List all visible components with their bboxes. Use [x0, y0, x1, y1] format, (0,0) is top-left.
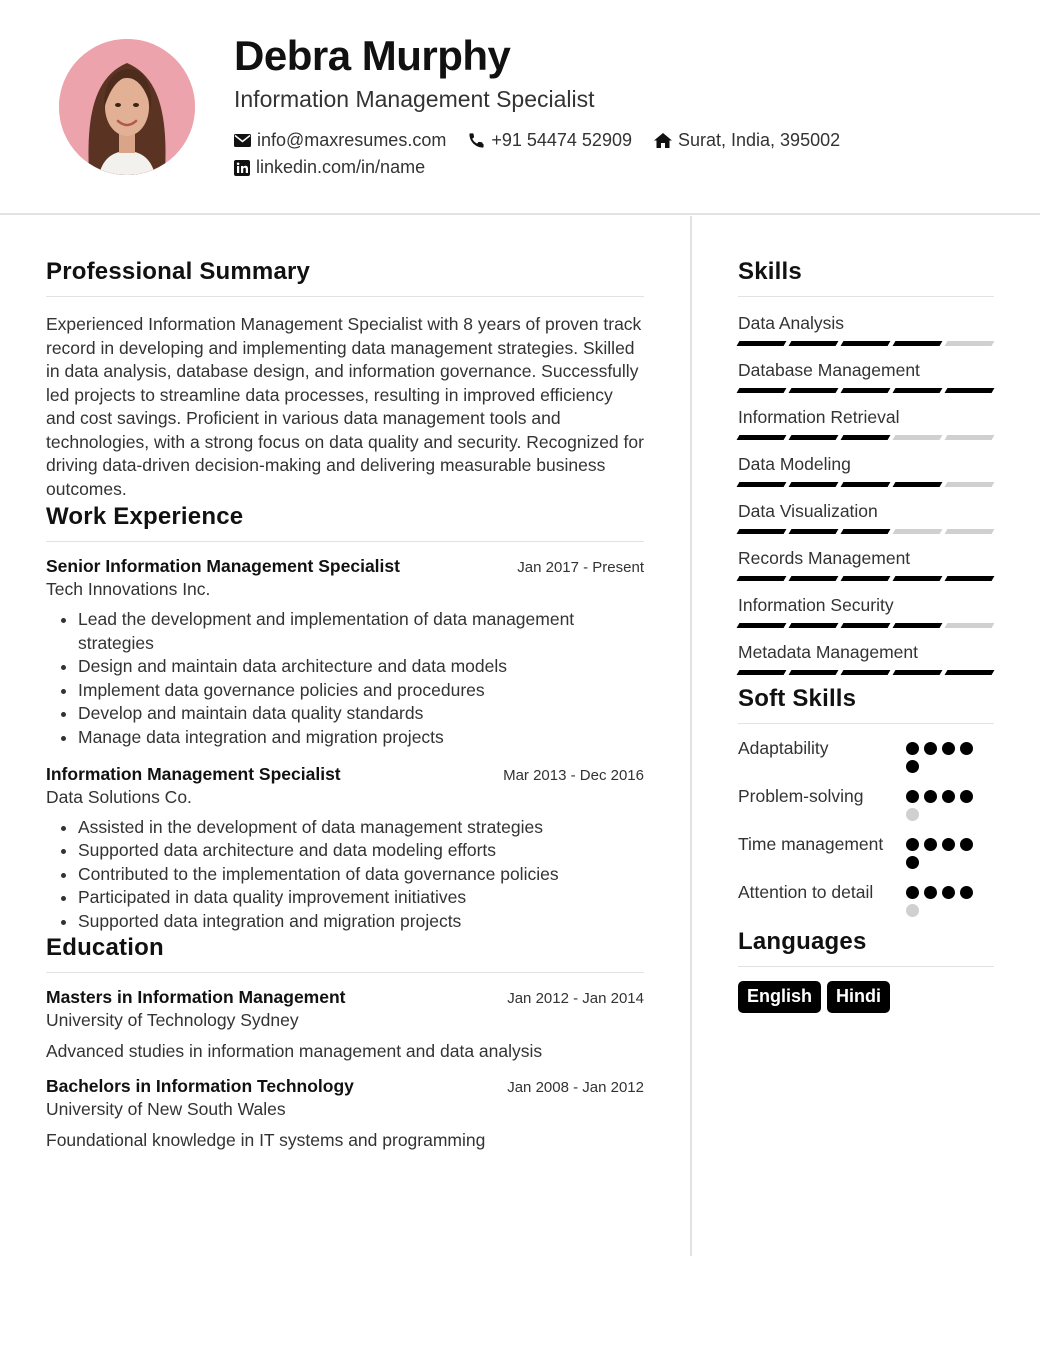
skill-level-segment	[893, 435, 943, 440]
skill-level-segment	[737, 670, 787, 675]
education-entry	[46, 987, 644, 1062]
school-name: University of New South Wales	[46, 1098, 286, 1119]
contact-email[interactable]	[234, 130, 446, 151]
soft-skill-item	[738, 832, 994, 874]
languages-list	[738, 981, 994, 1013]
skill-level-segment	[841, 482, 891, 487]
skill-level-segment	[945, 623, 995, 628]
degree-title: Masters in Information Management	[46, 986, 346, 1007]
experience-heading: Work Experience	[46, 503, 644, 542]
skill-level-bar	[738, 623, 994, 628]
summary-heading: Professional Summary	[46, 258, 644, 297]
summary-text: Experienced Information Management Specialist with 8 years of proven track record in developing and implementing data management strategies. Skilled in data analysis, database design, and information governance. Successfully led projects to streamline data processes, resulting in improved efficiency and cost savings. Proficient in various data management tools and technologies, with a strong focus on data quality and security. Recognized for driving data-driven decision-making and delivering measurable business outcomes.	[46, 314, 644, 499]
skill-level-bar	[738, 529, 994, 534]
rating-dot	[960, 838, 973, 851]
skill-level-bar	[738, 388, 994, 393]
rating-dot	[906, 760, 919, 773]
contact-location	[654, 130, 840, 151]
job-bullets	[46, 608, 644, 750]
skill-item	[738, 454, 994, 487]
candidate-role: Information Management Specialist	[234, 86, 595, 112]
sidebar-column	[738, 258, 994, 1013]
rating-dot	[942, 742, 955, 755]
skill-level-segment	[789, 388, 839, 393]
rating-dot	[942, 886, 955, 899]
skill-level-segment	[737, 576, 787, 581]
job-bullet: • Supported data integration and migration projects	[78, 910, 644, 934]
skill-level-segment	[945, 482, 995, 487]
skill-name: Records Management	[738, 548, 911, 568]
skill-level-segment	[789, 482, 839, 487]
skill-level-segment	[893, 388, 943, 393]
envelope-icon	[234, 134, 251, 147]
skill-level-segment	[945, 529, 995, 534]
school-name: University of Technology Sydney	[46, 1009, 299, 1030]
skill-level-segment	[737, 341, 787, 346]
job-entry	[46, 556, 644, 750]
soft-skill-item	[738, 880, 994, 922]
skill-level-bar	[738, 435, 994, 440]
job-bullet: • Assisted in the development of data management strategies	[78, 816, 644, 840]
language-badge: Hindi	[827, 981, 890, 1013]
degree-date: Jan 2012 - Jan 2014	[507, 989, 644, 1007]
soft-skill-rating	[906, 784, 978, 826]
rating-dot	[924, 886, 937, 899]
soft-skill-item	[738, 736, 994, 778]
skill-level-segment	[737, 435, 787, 440]
profile-photo	[59, 39, 195, 175]
skill-level-segment	[841, 576, 891, 581]
main-column	[46, 258, 644, 1151]
skill-level-segment	[737, 388, 787, 393]
soft-skills-list	[738, 736, 994, 922]
skill-level-segment	[893, 482, 943, 487]
soft-skill-name: Time management	[738, 834, 884, 854]
rating-dot	[906, 838, 919, 851]
skill-level-segment	[841, 529, 891, 534]
skill-level-segment	[945, 435, 995, 440]
skill-name: Data Analysis	[738, 313, 845, 333]
skill-item	[738, 642, 994, 675]
rating-dot	[906, 886, 919, 899]
skill-level-segment	[737, 529, 787, 534]
soft-skills-heading: Soft Skills	[738, 685, 994, 724]
rating-dot	[960, 886, 973, 899]
resume-header	[0, 0, 1040, 215]
rating-dot	[942, 790, 955, 803]
skill-name: Data Modeling	[738, 454, 851, 474]
skill-name: Database Management	[738, 360, 920, 380]
job-bullet: • Implement data governance policies and procedures	[78, 679, 644, 703]
phone-text: +91 54474 52909	[491, 130, 632, 150]
rating-dot	[906, 856, 919, 869]
skill-name: Data Visualization	[738, 501, 878, 521]
skill-level-segment	[789, 341, 839, 346]
skill-level-bar	[738, 576, 994, 581]
rating-dot	[906, 742, 919, 755]
job-entry	[46, 764, 644, 934]
job-bullet: • Develop and maintain data quality standards	[78, 702, 644, 726]
email-text: info@maxresumes.com	[257, 130, 447, 150]
skills-list	[738, 313, 994, 675]
degree-description: Foundational knowledge in IT systems and programming	[46, 1129, 486, 1150]
skill-item	[738, 548, 994, 581]
skill-item	[738, 313, 994, 346]
job-date: Mar 2013 - Dec 2016	[503, 766, 644, 784]
skill-level-segment	[789, 529, 839, 534]
rating-dot	[960, 742, 973, 755]
degree-title: Bachelors in Information Technology	[46, 1075, 354, 1096]
contact-linkedin[interactable]	[234, 157, 425, 178]
skill-level-segment	[789, 576, 839, 581]
rating-dot	[942, 838, 955, 851]
languages-heading: Languages	[738, 928, 994, 967]
job-date: Jan 2017 - Present	[517, 559, 644, 576]
job-title: Senior Information Management Specialist	[46, 556, 400, 576]
skill-level-segment	[893, 576, 943, 581]
skill-level-segment	[841, 623, 891, 628]
skill-level-bar	[738, 341, 994, 346]
skill-level-segment	[893, 529, 943, 534]
rating-dot	[924, 790, 937, 803]
phone-icon	[468, 132, 485, 149]
degree-date: Jan 2008 - Jan 2012	[507, 1078, 644, 1096]
rating-dot	[906, 808, 919, 821]
skill-level-segment	[737, 482, 787, 487]
skill-name: Metadata Management	[738, 642, 918, 662]
language-badge: English	[738, 981, 821, 1013]
skill-level-segment	[893, 670, 943, 675]
rating-dot	[906, 904, 919, 917]
skill-level-bar	[738, 482, 994, 487]
skills-heading: Skills	[738, 258, 994, 297]
job-bullet: • Supported data architecture and data modeling efforts	[78, 839, 644, 863]
job-bullet: • Design and maintain data architecture and data models	[78, 655, 644, 679]
skill-level-segment	[945, 341, 995, 346]
skill-level-segment	[841, 670, 891, 675]
education-heading: Education	[46, 934, 644, 973]
location-text: Surat, India, 395002	[677, 130, 841, 150]
rating-dot	[960, 790, 973, 803]
skill-level-segment	[893, 623, 943, 628]
skill-level-segment	[893, 341, 943, 346]
rating-dot	[906, 790, 919, 803]
job-bullet: • Lead the development and implementation of data management strategies	[78, 608, 644, 655]
linkedin-text: linkedin.com/in/name	[256, 157, 426, 177]
contact-phone[interactable]	[468, 130, 632, 151]
rating-dot	[924, 838, 937, 851]
soft-skill-name: Problem-solving	[738, 786, 864, 806]
skill-item	[738, 360, 994, 393]
skill-item	[738, 595, 994, 628]
job-company: Data Solutions Co.	[46, 786, 192, 807]
contact-row-2	[234, 157, 447, 178]
column-divider	[690, 216, 692, 1256]
rating-dot	[924, 742, 937, 755]
job-company: Tech Innovations Inc.	[46, 579, 211, 599]
skill-level-segment	[737, 623, 787, 628]
soft-skill-name: Adaptability	[738, 738, 829, 758]
skill-item	[738, 501, 994, 534]
job-bullets	[46, 816, 644, 934]
skill-level-segment	[789, 623, 839, 628]
skill-level-bar	[738, 670, 994, 675]
skill-level-segment	[841, 341, 891, 346]
candidate-name: Debra Murphy	[234, 32, 511, 79]
skill-level-segment	[789, 435, 839, 440]
degree-description: Advanced studies in information management and data analysis	[46, 1040, 543, 1061]
skill-level-segment	[945, 576, 995, 581]
skill-name: Information Retrieval	[738, 407, 900, 427]
soft-skill-rating	[906, 880, 978, 922]
linkedin-icon	[234, 160, 250, 176]
skill-level-segment	[945, 388, 995, 393]
education-entry	[46, 1076, 644, 1151]
skill-level-segment	[789, 670, 839, 675]
job-title: Information Management Specialist	[46, 763, 341, 784]
job-bullet: • Participated in data quality improvement initiatives	[78, 886, 644, 910]
job-bullet: • Contributed to the implementation of data governance policies	[78, 863, 644, 887]
skill-level-segment	[841, 388, 891, 393]
home-icon	[654, 133, 672, 148]
soft-skill-item	[738, 784, 994, 826]
job-bullet: • Manage data integration and migration projects	[78, 726, 644, 750]
skill-level-segment	[945, 670, 995, 675]
soft-skill-rating	[906, 832, 978, 874]
contact-row	[234, 130, 862, 151]
soft-skill-name: Attention to detail	[738, 882, 874, 902]
avatar	[59, 39, 195, 175]
soft-skill-rating	[906, 736, 978, 778]
skill-level-segment	[841, 435, 891, 440]
skill-name: Information Security	[738, 595, 894, 615]
skill-item	[738, 407, 994, 440]
